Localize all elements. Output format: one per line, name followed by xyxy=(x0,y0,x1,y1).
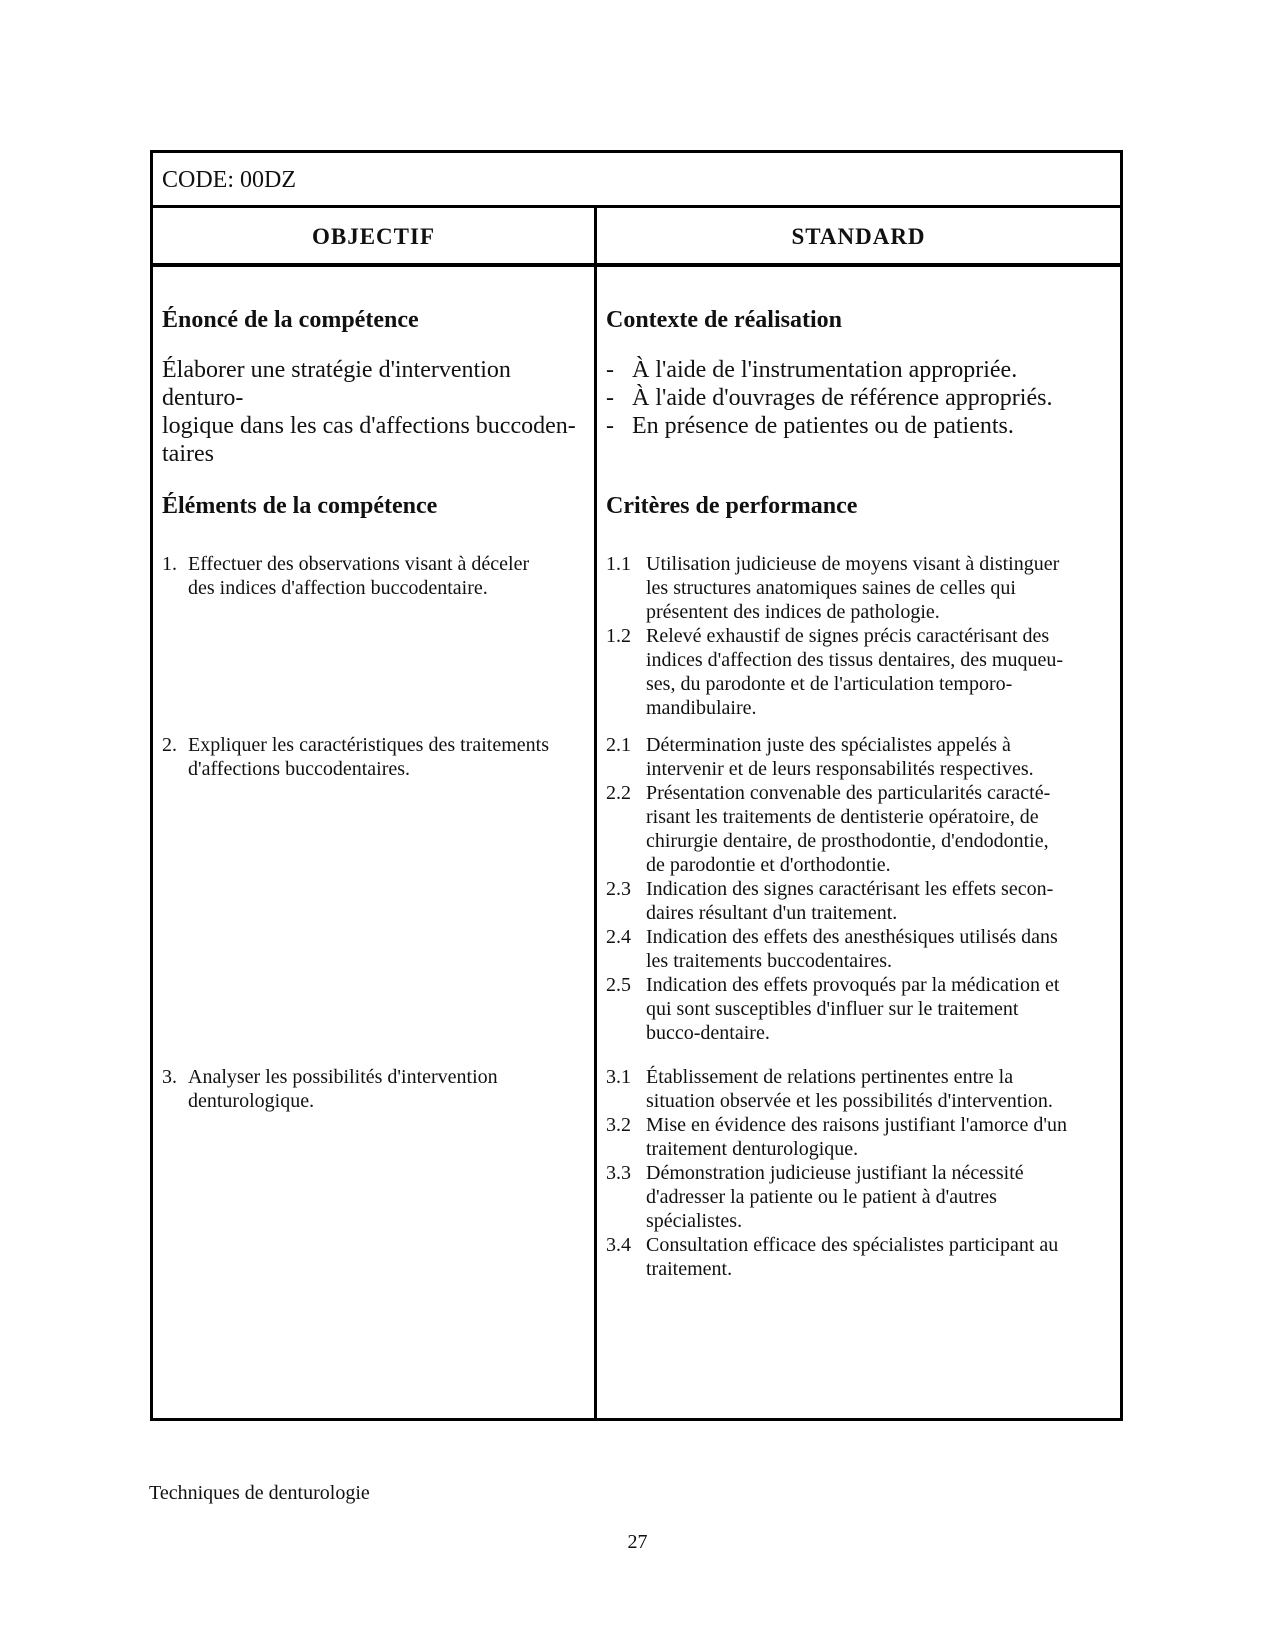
contexte-item: - À l'aide d'ouvrages de référence appropriés. xyxy=(606,385,1053,411)
element-item-2 xyxy=(162,733,586,781)
contexte-item: - À l'aide de l'instrumentation appropriée. xyxy=(606,357,1018,383)
criteres-title: Critères de performance xyxy=(606,493,858,519)
criteres-section xyxy=(606,493,1112,520)
critere-item: 3.4 Consultation efficace des spécialistes participant au traitement. xyxy=(606,1234,1059,1280)
element-number: 2. xyxy=(162,734,177,756)
element-line: denturologique. xyxy=(188,1090,315,1112)
competency-table xyxy=(150,150,1123,1421)
critere-item: 2.2 Présentation convenable des particularités caracté- risant les traitements de dentisterie opératoire, de chirurgie dentaire, de prosthodontie, d'endodontie, de parodontie et d'orthodontie. xyxy=(606,782,1051,876)
element-number: 1. xyxy=(162,553,177,575)
critere-item: 3.1 Établissement de relations pertinentes entre la situation observée et les possibilités d'intervention. xyxy=(606,1066,1053,1112)
elements-title: Éléments de la compétence xyxy=(162,493,438,519)
enonce-line: logique dans les cas d'affections buccoden- xyxy=(162,413,576,439)
standard-column xyxy=(597,267,1120,1418)
critere-item: 3.2 Mise en évidence des raisons justifiant l'amorce d'un traitement denturologique. xyxy=(606,1114,1067,1160)
enonce-section xyxy=(162,307,586,468)
critere-item: 2.1 Détermination juste des spécialistes appelés à intervenir et de leurs responsabilités respectives. xyxy=(606,734,1034,780)
enonce-line: Élaborer une stratégie d'intervention denturo- xyxy=(162,357,511,411)
enonce-line: taires xyxy=(162,441,214,467)
element-item-3 xyxy=(162,1065,586,1113)
element-line: d'affections buccodentaires. xyxy=(188,758,411,780)
criteres-group-1 xyxy=(606,552,1112,720)
critere-item: 3.3 Démonstration judicieuse justifiant la nécessité d'adresser la patiente ou le patient à d'autres spécialistes. xyxy=(606,1162,1024,1232)
footer-title: Techniques de denturologie xyxy=(149,1482,370,1504)
criteres-group-3 xyxy=(606,1065,1112,1281)
critere-item: 1.1 Utilisation judicieuse de moyens visant à distinguer les structures anatomiques saines de celles qui présentent des indices de pathologie. xyxy=(606,553,1060,623)
enonce-title: Énoncé de la compétence xyxy=(162,307,419,333)
critere-item: 2.3 Indication des signes caractérisant les effets secon- daires résultant d'un traitement. xyxy=(606,878,1054,924)
element-line: des indices d'affection buccodentaire. xyxy=(188,577,488,599)
critere-item: 1.2 Relevé exhaustif de signes précis caractérisant des indices d'affection des tissus dentaires, des muqueu- ses, du parodonte et de l'articulation temporo- mandibulaire. xyxy=(606,625,1064,719)
critere-item: 2.5 Indication des effets provoqués par la médication et qui sont susceptibles d'influer sur le traitement bucco-dentaire. xyxy=(606,974,1060,1044)
contexte-list xyxy=(606,356,1112,440)
critere-item: 2.4 Indication des effets des anesthésiques utilisés dans les traitements buccodentaires. xyxy=(606,926,1058,972)
code-label: CODE: 00DZ xyxy=(153,153,1120,208)
element-line: Effectuer des observations visant à déceler xyxy=(188,553,530,575)
contexte-item: - En présence de patientes ou de patients. xyxy=(606,413,1014,439)
contexte-title: Contexte de réalisation xyxy=(606,307,842,333)
element-line: Expliquer les caractéristiques des traitements xyxy=(188,734,549,756)
element-line: Analyser les possibilités d'intervention xyxy=(188,1066,498,1088)
page-number: 27 xyxy=(627,1531,648,1553)
table-header-row xyxy=(153,208,1120,267)
contexte-section xyxy=(606,307,1112,440)
enonce-text xyxy=(162,356,586,468)
elements-section xyxy=(162,493,586,520)
criteres-group-2 xyxy=(606,733,1112,1045)
objectif-column xyxy=(153,267,594,1418)
header-standard: STANDARD xyxy=(791,224,926,249)
element-number: 3. xyxy=(162,1066,177,1088)
element-item-1 xyxy=(162,552,586,600)
header-objectif: OBJECTIF xyxy=(311,224,436,249)
